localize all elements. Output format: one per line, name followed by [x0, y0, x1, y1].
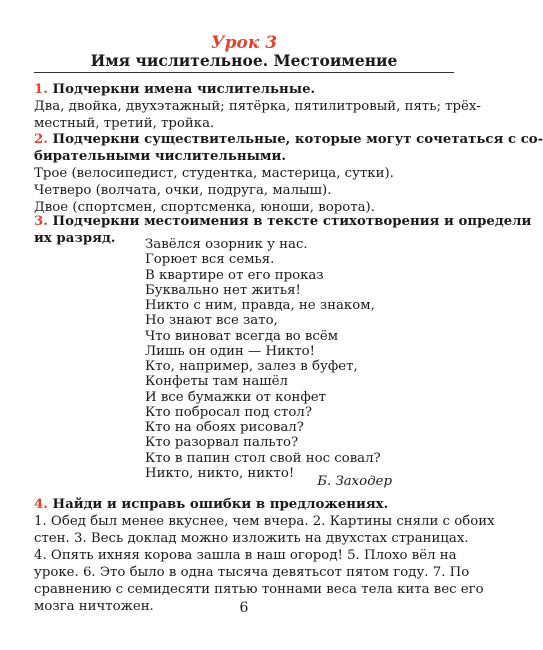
poem-line: Кто на обоях рисовал?	[145, 420, 304, 435]
poem-line: Завёлся озорник у нас.	[145, 237, 308, 252]
exercise-2-number: 2.	[34, 132, 48, 147]
exercise-3-instruction-cont: их разряд.	[34, 231, 116, 246]
exercise-4-line: уроке. 6. Это было в одна тысяча девятьсот пятом году. 7. По	[34, 565, 470, 580]
poem-line: Буквально нет житья!	[145, 282, 301, 298]
exercise-2-instruction: 2. Подчеркни существительные, которые могут сочетаться с со-	[34, 132, 543, 147]
exercise-2-line: Четверо (волчата, очки, подруга, малыш).	[34, 183, 332, 198]
exercise-4-number: 4.	[34, 497, 48, 512]
exercise-4	[34, 496, 495, 615]
poem-line: Но знают все зато,	[145, 313, 278, 329]
poem-line: И все бумажки от конфет	[145, 389, 326, 405]
poem-line: В квартире от его проказ	[145, 267, 324, 283]
exercise-2-line: Двое (спортсмен, спортсменка, юноши, ворота).	[34, 200, 375, 215]
exercise-1-line: Два, двойка, двухэтажный; пятёрка, пятилитровый, пять; трёх-	[34, 99, 481, 114]
exercise-2-line: Трое (велосипедист, студентка, мастерица, сутки).	[34, 166, 394, 181]
poem-author: Б. Заходер	[317, 474, 392, 489]
poem-line: Что виноват всегда во всём	[145, 328, 339, 344]
poem-line: Никто, никто, никто!	[145, 465, 295, 481]
poem	[145, 237, 445, 481]
poem-line: Кто, например, залез в буфет,	[145, 359, 358, 374]
exercise-2	[34, 131, 543, 216]
exercise-2-instruction-cont: бирательными числительными.	[34, 149, 286, 164]
exercise-4-instruction: 4. Найди и исправь ошибки в предложениях.	[34, 497, 389, 512]
exercise-4-line: 1. Обед был менее вкуснее, чем вчера. 2. Картины сняли с обоих	[34, 514, 495, 529]
exercise-4-line: мозга ничтожен.	[34, 599, 154, 614]
exercise-1-instruction: 1. Подчеркни имена числительные.	[34, 82, 316, 97]
lesson-heading: Урок 3	[210, 33, 278, 53]
exercise-3-instruction: 3. Подчеркни местоимения в тексте стихотворения и определи	[34, 214, 532, 229]
title-divider	[34, 72, 454, 73]
chapter-title: Имя числительное. Местоимение	[90, 51, 398, 70]
poem-line: Никто с ним, правда, не знаком,	[145, 298, 375, 313]
exercise-1	[34, 81, 481, 132]
exercise-1-number: 1.	[34, 82, 48, 97]
poem-line: Горюет вся семья.	[145, 252, 275, 268]
poem-line: Кто разорвал пальто?	[145, 435, 299, 451]
poem-line: Лишь он один — Никто!	[145, 343, 316, 359]
page-number: 6	[239, 600, 249, 616]
poem-line: Кто в папин стол свой нос совал?	[145, 450, 381, 466]
exercise-4-line: стен. 3. Весь доклад можно изложить на двухстах страницах.	[34, 531, 469, 546]
exercise-4-line: 4. Опять ихняя корова зашла в наш огород! 5. Плохо вёл на	[34, 548, 457, 563]
exercise-1-line: местный, третий, тройка.	[34, 116, 215, 131]
exercise-3-number: 3.	[34, 214, 48, 229]
poem-line: Конфеты там нашёл	[145, 374, 288, 390]
exercise-4-line: сравнению с семидесяти пятью тоннами веса тела кита вес его	[34, 582, 484, 597]
poem-line: Кто побросал под стол?	[145, 404, 312, 420]
